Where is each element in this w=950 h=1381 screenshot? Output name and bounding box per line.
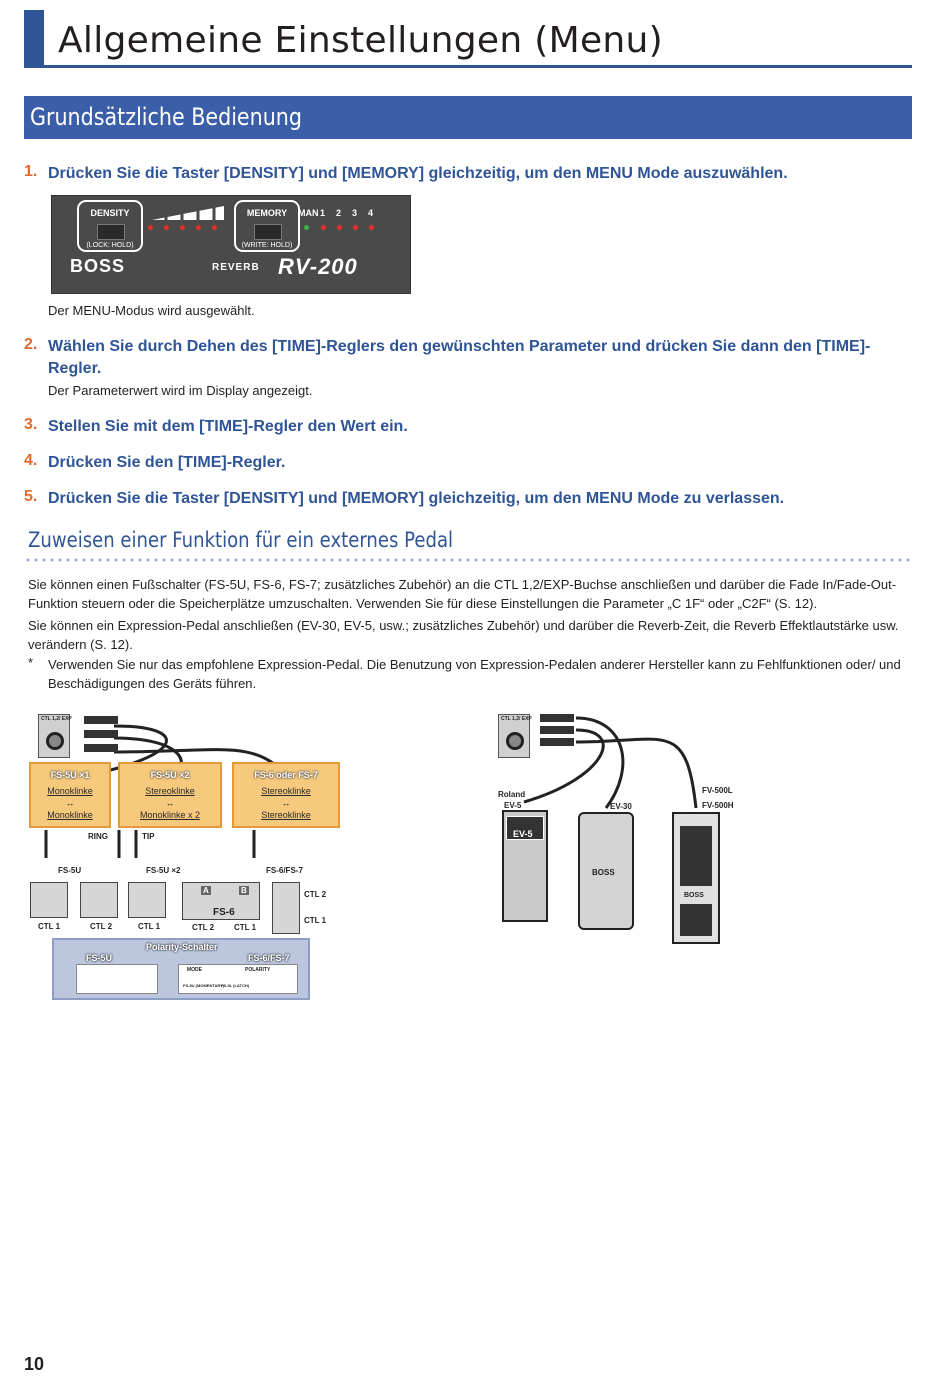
memory-slot-label: 3 (352, 208, 358, 218)
density-led (148, 225, 153, 230)
paragraph: Sie können einen Fußschalter (FS-5U, FS-6, FS-7; zusätzliches Zubehör) an die CTL 1,2/EXP-Buchse anschließen und darüber die Fade In/Fade-Out-Funktion steuern oder die Speicherplätze umzuschalten. Verwenden Sie für diese Einstellungen die Parameter „C 1F“ oder „C2F“ (S. 12). (28, 577, 897, 611)
polarity-title: Polarity-Schalter (146, 942, 218, 952)
fv500h-label: FV-500H (702, 801, 734, 810)
step-number: 1. (24, 163, 38, 180)
polarity-label: POLARITY (245, 967, 271, 973)
option-title: FS-5U ×1 (50, 770, 90, 780)
page-number: 10 (24, 1354, 45, 1374)
ctl-exp-jack (498, 714, 530, 758)
polarity-right-label: FS-6/FS-7 (248, 953, 290, 963)
ev5-brand-label: Roland (498, 790, 526, 799)
tip-label: TIP (142, 832, 155, 841)
ctl-label: CTL 1 (304, 916, 327, 925)
memory-slot-label: MAN (298, 208, 319, 218)
option-line: Monoklinke (47, 810, 93, 820)
header-accent-bar (24, 10, 44, 65)
option-arrow-icon: ↔ (65, 798, 75, 808)
ev5-faceplate (506, 816, 544, 840)
ring-label: RING (88, 832, 108, 841)
memory-led (353, 225, 358, 230)
section-header (24, 96, 912, 139)
fv500-tread (680, 904, 712, 936)
rv200-panel-illustration (51, 195, 411, 294)
fv500l-label: FV-500L (702, 786, 733, 795)
memory-slot-label: 2 (336, 208, 342, 218)
density-led (180, 225, 185, 230)
option-box-fs5u-x1 (29, 762, 111, 828)
memory-led-active (304, 225, 309, 230)
memory-button (234, 200, 300, 252)
density-led (164, 225, 169, 230)
plug-icon (84, 730, 118, 738)
memory-hold-label: (WRITE: HOLD) (241, 242, 293, 249)
ev5-face-label: EV-5 (513, 829, 533, 839)
option-line: Monoklinke (47, 786, 93, 796)
fs6-pedal-icon (182, 882, 260, 920)
jack-label: CTL 1,2/ EXP (41, 716, 72, 722)
memory-led (321, 225, 326, 230)
step-text: Drücken Sie den [TIME]-Regler. (48, 454, 286, 471)
option-line: Stereoklinke (261, 810, 311, 820)
ctl-label: CTL 2 (192, 923, 215, 932)
polarity-left-label: FS-5U (86, 953, 113, 963)
step-text: Drücken Sie die Taster [DENSITY] und [MEMORY] gleichzeitig, um den MENU Mode auszuwählen. (48, 165, 788, 182)
model-label: RV-200 (278, 254, 358, 279)
memory-slot-label: 1 (320, 208, 326, 218)
subsection-title: Zuweisen einer Funktion für ein externes Pedal (28, 528, 454, 552)
group-label: FS-5U (58, 866, 82, 875)
step-number: 5. (24, 488, 38, 505)
step-number: 4. (24, 452, 38, 469)
plug-icon (84, 716, 118, 724)
memory-switch-cap (254, 224, 282, 240)
fs6-switch-panel (178, 964, 298, 994)
density-led (196, 225, 201, 230)
density-led (212, 225, 217, 230)
option-box-fs6-fs7 (232, 762, 340, 828)
fs5u-switch-panel (76, 964, 158, 994)
plug-icon (540, 726, 574, 734)
ev5-label: EV-5 (504, 801, 522, 810)
latch-label: FS-5L (LATCH) (221, 983, 250, 988)
group-label: FS-5U ×2 (146, 866, 181, 875)
ctl-exp-jack (38, 714, 70, 758)
step-text: Wählen Sie durch Dehen des [TIME]-Reglers den gewünschten Parameter und drücken Sie dann den [TIME]-Regler. (48, 338, 871, 377)
option-title: FS-5U ×2 (150, 770, 190, 780)
note-mark: * (28, 655, 34, 670)
density-hold-label: (LOCK: HOLD) (86, 242, 134, 249)
fs6-a-label: A (203, 886, 209, 895)
density-ramp-icon (152, 206, 224, 220)
jack-label: CTL 1,2/ EXP (501, 716, 532, 722)
ctl-label: CTL 2 (90, 922, 113, 931)
momentary-label: FS-5U (MOMENTARY) (183, 983, 225, 988)
ev30-label: EV-30 (610, 802, 632, 811)
ev5-pedal-icon (502, 810, 548, 922)
option-arrow-icon: ↔ (165, 798, 175, 808)
fv500-tread (680, 826, 712, 886)
ctl-label: CTL 1 (38, 922, 61, 931)
footswitch-connection-diagram (24, 708, 344, 1008)
polarity-switch-box (52, 938, 310, 1000)
memory-led (369, 225, 374, 230)
step-number: 2. (24, 336, 38, 353)
section-title: Grundsätzliche Bedienung (30, 103, 302, 131)
plug-icon (84, 744, 118, 752)
memory-slot-label: 4 (368, 208, 374, 218)
fs5u-pedal-icon (30, 882, 68, 918)
expression-pedal-diagram (496, 708, 756, 948)
paragraph: Sie können ein Expression-Pedal anschließen (EV-30, EV-5, usw.; zusätzliches Zubehör) und darüber die Reverb-Zeit, die Reverb Effektlautstärke usw. verändern (S. 12). (28, 618, 899, 652)
option-box-fs5u-x2 (118, 762, 222, 828)
density-switch-cap (97, 224, 125, 240)
step-number: 3. (24, 416, 38, 433)
fs6-b-label: B (241, 886, 247, 895)
option-arrow-icon: ↔ (281, 798, 291, 808)
jack-socket-icon (506, 732, 524, 750)
option-line: Stereoklinke (145, 786, 195, 796)
option-title: FS-6 oder FS-7 (254, 770, 318, 780)
ev30-pedal-icon (578, 812, 634, 930)
plug-icon (540, 738, 574, 746)
memory-led (337, 225, 342, 230)
step-1-note: Der MENU-Modus wird ausgewählt. (48, 303, 255, 318)
step-text: Drücken Sie die Taster [DENSITY] und [MEMORY] gleichzeitig, um den MENU Mode zu verlassen. (48, 490, 785, 507)
memory-label: MEMORY (246, 208, 288, 218)
ctl-label: CTL 1 (234, 923, 257, 932)
fv500-pedal-icon (672, 812, 720, 944)
fv500-boss-label: BOSS (684, 892, 704, 899)
plug-icon (540, 714, 574, 722)
density-button (77, 200, 143, 252)
note-text: Verwenden Sie nur das empfohlene Expression-Pedal. Die Benutzung von Expression-Pedalen anderer Hersteller kann zu Fehlfunktionen oder/ und Beschädigungen des Geräts führen. (48, 657, 901, 691)
fs6-model-label: FS-6 (213, 907, 235, 918)
page-title: Allgemeine Einstellungen (Menu) (58, 20, 663, 61)
density-label: DENSITY (90, 208, 130, 218)
ctl-label: CTL 2 (304, 890, 327, 899)
group-label: FS-6/FS-7 (266, 866, 303, 875)
step-2-note: Der Parameterwert wird im Display angezeigt. (48, 383, 313, 398)
option-line: Monoklinke x 2 (139, 810, 201, 820)
boss-logo: BOSS (70, 256, 126, 276)
ev30-boss-label: BOSS (592, 868, 615, 877)
fs7-pedal-icon (272, 882, 300, 934)
page-header (24, 10, 912, 68)
mode-label: MODE (187, 967, 202, 973)
option-line: Stereoklinke (261, 786, 311, 796)
ctl-label: CTL 1 (138, 922, 161, 931)
step-text: Stellen Sie mit dem [TIME]-Regler den Wert ein. (48, 418, 408, 435)
reverb-label: REVERB (212, 262, 260, 273)
dotted-divider (24, 558, 912, 562)
fs5u-pedal-icon (80, 882, 118, 918)
jack-socket-icon (46, 732, 64, 750)
fs5u-pedal-icon (128, 882, 166, 918)
